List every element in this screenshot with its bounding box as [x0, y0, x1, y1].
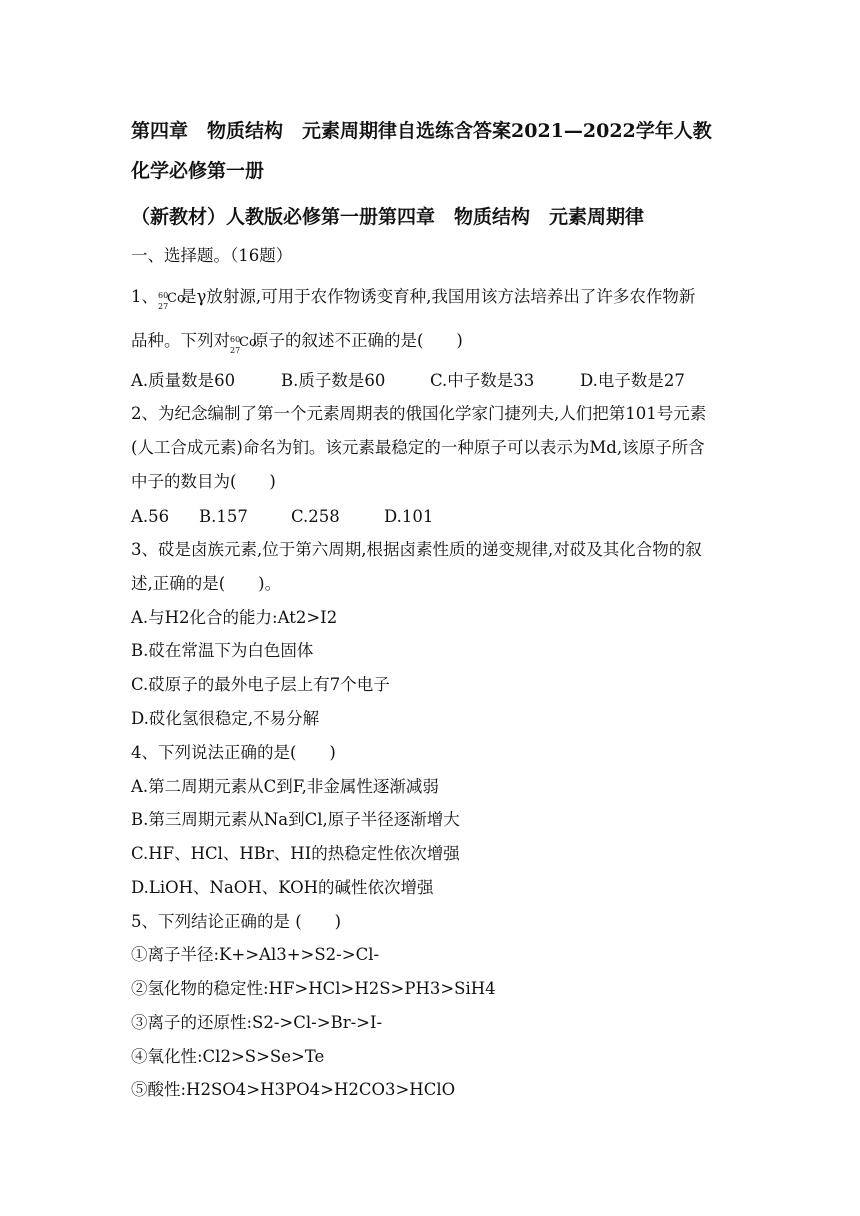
q4-option-d: D.LiOH、NaOH、KOH的碱性依次增强 [131, 878, 434, 897]
q2-line-3: 中子的数目为( ) [131, 472, 276, 491]
nuclide-symbol: Co [239, 335, 257, 350]
q1-nuclide [158, 287, 185, 311]
q2-option-d: D.101 [384, 507, 434, 526]
doc-title-line-2: 化学必修第一册 [131, 160, 265, 182]
q1-options [131, 370, 685, 392]
q5-statement-5: ⑤酸性:H2SO4>H3PO4>H2CO3>HClO [131, 1080, 456, 1099]
q1-text-b1: 品种。下列对 [131, 331, 230, 350]
q3-line-1: 3、砹是卤族元素,位于第六周期,根据卤素性质的递变规律,对砹及其化合物的叙 [131, 540, 702, 559]
nuclide-mass-number: 60 [158, 291, 169, 300]
q4-option-a: A.第二周期元素从C到F,非金属性逐渐减弱 [131, 777, 439, 796]
nuclide-mass-number: 60 [230, 335, 241, 344]
q1-text-b2: 原子的叙述不正确的是( ) [252, 331, 463, 350]
nuclide-atomic-number: 27 [230, 346, 241, 355]
q4-option-c: C.HF、HCl、HBr、HI的热稳定性依次增强 [131, 844, 460, 863]
q3-option-c: C.砹原子的最外电子层上有7个电子 [131, 675, 390, 694]
q1-text-a: 是γ放射源,可用于农作物诱变育种,我国用该方法培养出了许多农作物新 [180, 287, 696, 306]
q5-statement-3: ③离子的还原性:S2->Cl->Br->I- [131, 1013, 383, 1032]
q2-line-2: (人工合成元素)命名为钔。该元素最稳定的一种原子可以表示为Md,该原子所含 [131, 438, 705, 457]
q5-statement-1: ①离子半径:K+>Al3+>S2->Cl- [131, 945, 380, 964]
q1-option-b: B.质子数是60 [281, 371, 386, 390]
q1-option-d: D.电子数是27 [580, 371, 685, 390]
q1-nuclide-2 [230, 331, 257, 355]
q3-option-a: A.与H2化合的能力:At2>I2 [131, 608, 338, 627]
q1-number: 1、 [131, 287, 158, 306]
doc-subtitle: （新教材）人教版必修第一册第四章 物质结构 元素周期律 [131, 206, 645, 228]
doc-title-line-1: 第四章 物质结构 元素周期律自选练含答案2021—2022学年人教 [131, 120, 712, 142]
q1-option-a: A.质量数是60 [131, 371, 236, 390]
q2-line-1: 2、为纪念编制了第一个元素周期表的俄国化学家门捷列夫,人们把第101号元素 [131, 404, 707, 423]
q2-option-c: C.258 [291, 507, 340, 526]
nuclide-symbol: Co [167, 291, 185, 306]
q2-options [131, 506, 433, 528]
nuclide-atomic-number: 27 [158, 302, 169, 311]
q5-statement-2: ②氢化物的稳定性:HF>HCl>H2S>PH3>SiH4 [131, 979, 496, 998]
q1-line-1 [131, 286, 696, 311]
q4-option-b: B.第三周期元素从Na到Cl,原子半径逐渐增大 [131, 810, 460, 829]
q2-option-a: A.56 [131, 507, 170, 526]
q2-option-b: B.157 [199, 507, 248, 526]
q1-option-c: C.中子数是33 [430, 371, 535, 390]
q5-line-1: 5、下列结论正确的是 ( ) [131, 912, 342, 931]
q1-line-2 [131, 330, 463, 355]
section-heading: 一、选择题。（16题） [131, 246, 293, 265]
q5-statement-4: ④氧化性:Cl2>S>Se>Te [131, 1047, 325, 1066]
q3-option-d: D.砹化氢很稳定,不易分解 [131, 709, 320, 728]
q3-line-2: 述,正确的是( )。 [131, 574, 282, 593]
q3-option-b: B.砹在常温下为白色固体 [131, 641, 314, 660]
q4-line-1: 4、下列说法正确的是( ) [131, 743, 336, 762]
